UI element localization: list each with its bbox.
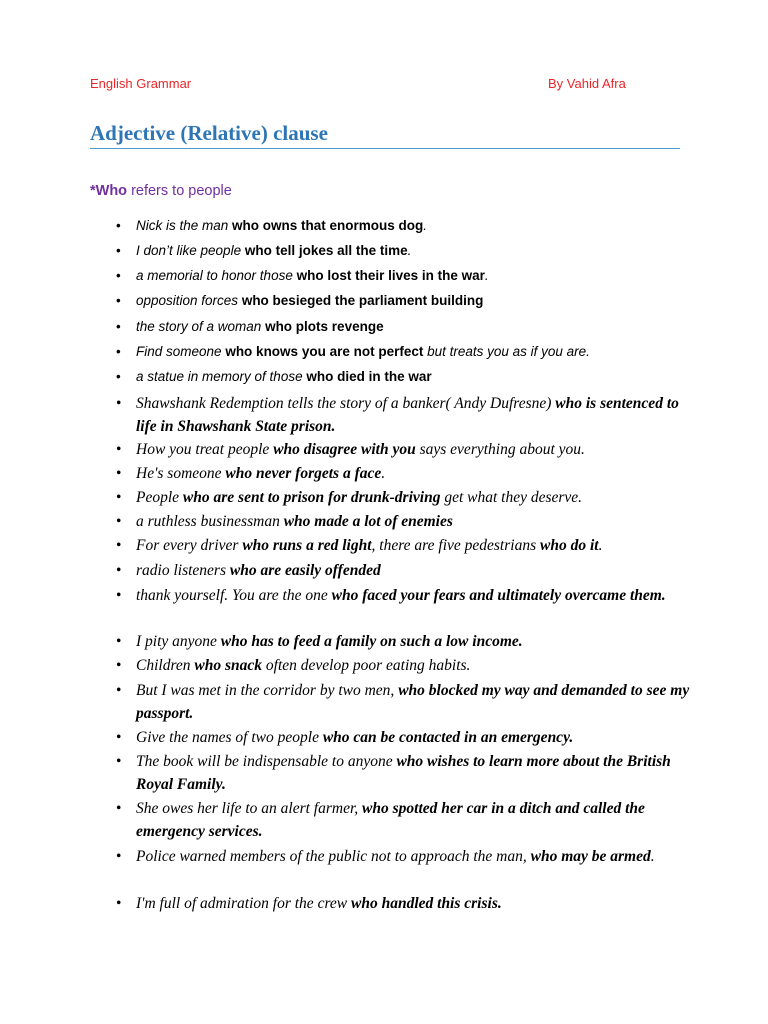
example-text: a memorial to honor those bbox=[136, 268, 297, 283]
relative-clause: who can be contacted in an emergency. bbox=[322, 729, 574, 746]
example-text: Nick is the man bbox=[136, 218, 233, 233]
example-text: Give the names of two people bbox=[136, 729, 323, 746]
example-text: I don’t like people bbox=[136, 243, 245, 258]
example-text: Police warned members of the public not to approach the man, bbox=[136, 848, 531, 865]
relative-clause: who disagree with you bbox=[273, 441, 416, 458]
relative-clause: who spotted her car in a ditch and called the emergency services. bbox=[136, 800, 645, 840]
list-item bbox=[136, 679, 696, 725]
example-text: How you treat people bbox=[136, 441, 274, 458]
list-item bbox=[136, 654, 696, 677]
example-text: thank yourself. You are the one bbox=[136, 587, 332, 604]
example-text: I pity anyone bbox=[136, 633, 221, 650]
example-text: often develop poor eating habits. bbox=[262, 657, 471, 674]
example-text: Find someone bbox=[136, 344, 226, 359]
list-item bbox=[136, 845, 696, 868]
list-item bbox=[136, 267, 696, 285]
relative-clause: who owns that enormous dog bbox=[232, 218, 424, 233]
section-keyword: *Who bbox=[90, 183, 128, 199]
example-text: get what they deserve. bbox=[440, 489, 583, 506]
example-text: She owes her life to an alert farmer, bbox=[136, 800, 363, 817]
list-item bbox=[136, 559, 696, 582]
example-text: People bbox=[136, 489, 183, 506]
header-author: By Vahid Afra bbox=[548, 76, 626, 91]
example-text: the story of a woman bbox=[136, 319, 266, 334]
relative-clause: who are sent to prison for drunk-driving bbox=[182, 489, 441, 506]
example-text: opposition forces bbox=[136, 293, 242, 308]
relative-clause: who do it bbox=[539, 537, 599, 554]
relative-clause: who never forgets a face bbox=[225, 465, 382, 482]
list-item bbox=[136, 217, 696, 235]
list-item bbox=[136, 797, 696, 843]
relative-clause: who has to feed a family on such a low income. bbox=[220, 633, 523, 650]
relative-clause: who is sentenced to life in Shawshank State prison. bbox=[136, 395, 679, 435]
list-item bbox=[136, 343, 696, 361]
example-text: For every driver bbox=[136, 537, 243, 554]
example-text: radio listeners bbox=[136, 562, 230, 579]
example-text: . bbox=[381, 465, 386, 482]
relative-clause: who died in the war bbox=[306, 369, 432, 384]
list-item bbox=[136, 486, 696, 509]
section-heading bbox=[90, 183, 232, 199]
list-item bbox=[136, 462, 696, 485]
relative-clause: who handled this crisis. bbox=[351, 895, 502, 912]
header-subject: English Grammar bbox=[90, 76, 192, 91]
list-item bbox=[136, 438, 696, 461]
list-item bbox=[136, 534, 696, 557]
list-item bbox=[136, 292, 696, 310]
list-item bbox=[136, 630, 696, 653]
example-text: . bbox=[407, 243, 412, 258]
relative-clause: who plots revenge bbox=[265, 319, 384, 334]
relative-clause: who runs a red light bbox=[242, 537, 372, 554]
list-item bbox=[136, 726, 696, 749]
list-item bbox=[136, 392, 696, 438]
relative-clause: who faced your fears and ultimately overcame them. bbox=[331, 587, 666, 604]
example-text: . bbox=[650, 848, 655, 865]
example-text: I'm full of admiration for the crew bbox=[136, 895, 351, 912]
example-text: , there are five pedestrians bbox=[371, 537, 540, 554]
example-text: Shawshank Redemption tells the story of a banker( Andy Dufresne) bbox=[136, 395, 556, 412]
list-item bbox=[136, 318, 696, 336]
relative-clause: who may be armed bbox=[530, 848, 651, 865]
relative-clause: who snack bbox=[194, 657, 263, 674]
example-text: . bbox=[598, 537, 603, 554]
example-text: He's someone bbox=[136, 465, 226, 482]
example-text: a ruthless businessman bbox=[136, 513, 284, 530]
relative-clause: who besieged the parliament building bbox=[241, 293, 484, 308]
relative-clause: who lost their lives in the war bbox=[296, 268, 485, 283]
relative-clause: who are easily offended bbox=[229, 562, 381, 579]
relative-clause: who made a lot of enemies bbox=[283, 513, 453, 530]
list-item bbox=[136, 510, 696, 533]
list-item bbox=[136, 242, 696, 260]
example-text: says everything about you. bbox=[415, 441, 585, 458]
list-item bbox=[136, 368, 696, 386]
example-text: . bbox=[423, 218, 428, 233]
example-text: . bbox=[484, 268, 489, 283]
example-text: a statue in memory of those bbox=[136, 369, 307, 384]
list-item bbox=[136, 750, 696, 796]
section-description: refers to people bbox=[127, 183, 232, 199]
example-text: but treats you as if you are. bbox=[423, 344, 590, 359]
relative-clause: who knows you are not perfect bbox=[225, 344, 424, 359]
example-text: Children bbox=[136, 657, 195, 674]
list-item bbox=[136, 892, 696, 915]
example-text: But I was met in the corridor by two men, bbox=[136, 682, 399, 699]
list-item bbox=[136, 584, 696, 607]
page-title: Adjective (Relative) clause bbox=[90, 121, 328, 145]
relative-clause: who wishes to learn more about the British Royal Family. bbox=[136, 753, 671, 793]
title-underline bbox=[90, 148, 680, 149]
example-text: The book will be indispensable to anyone bbox=[136, 753, 397, 770]
relative-clause: who blocked my way and demanded to see my passport. bbox=[136, 682, 690, 722]
relative-clause: who tell jokes all the time bbox=[244, 243, 408, 258]
